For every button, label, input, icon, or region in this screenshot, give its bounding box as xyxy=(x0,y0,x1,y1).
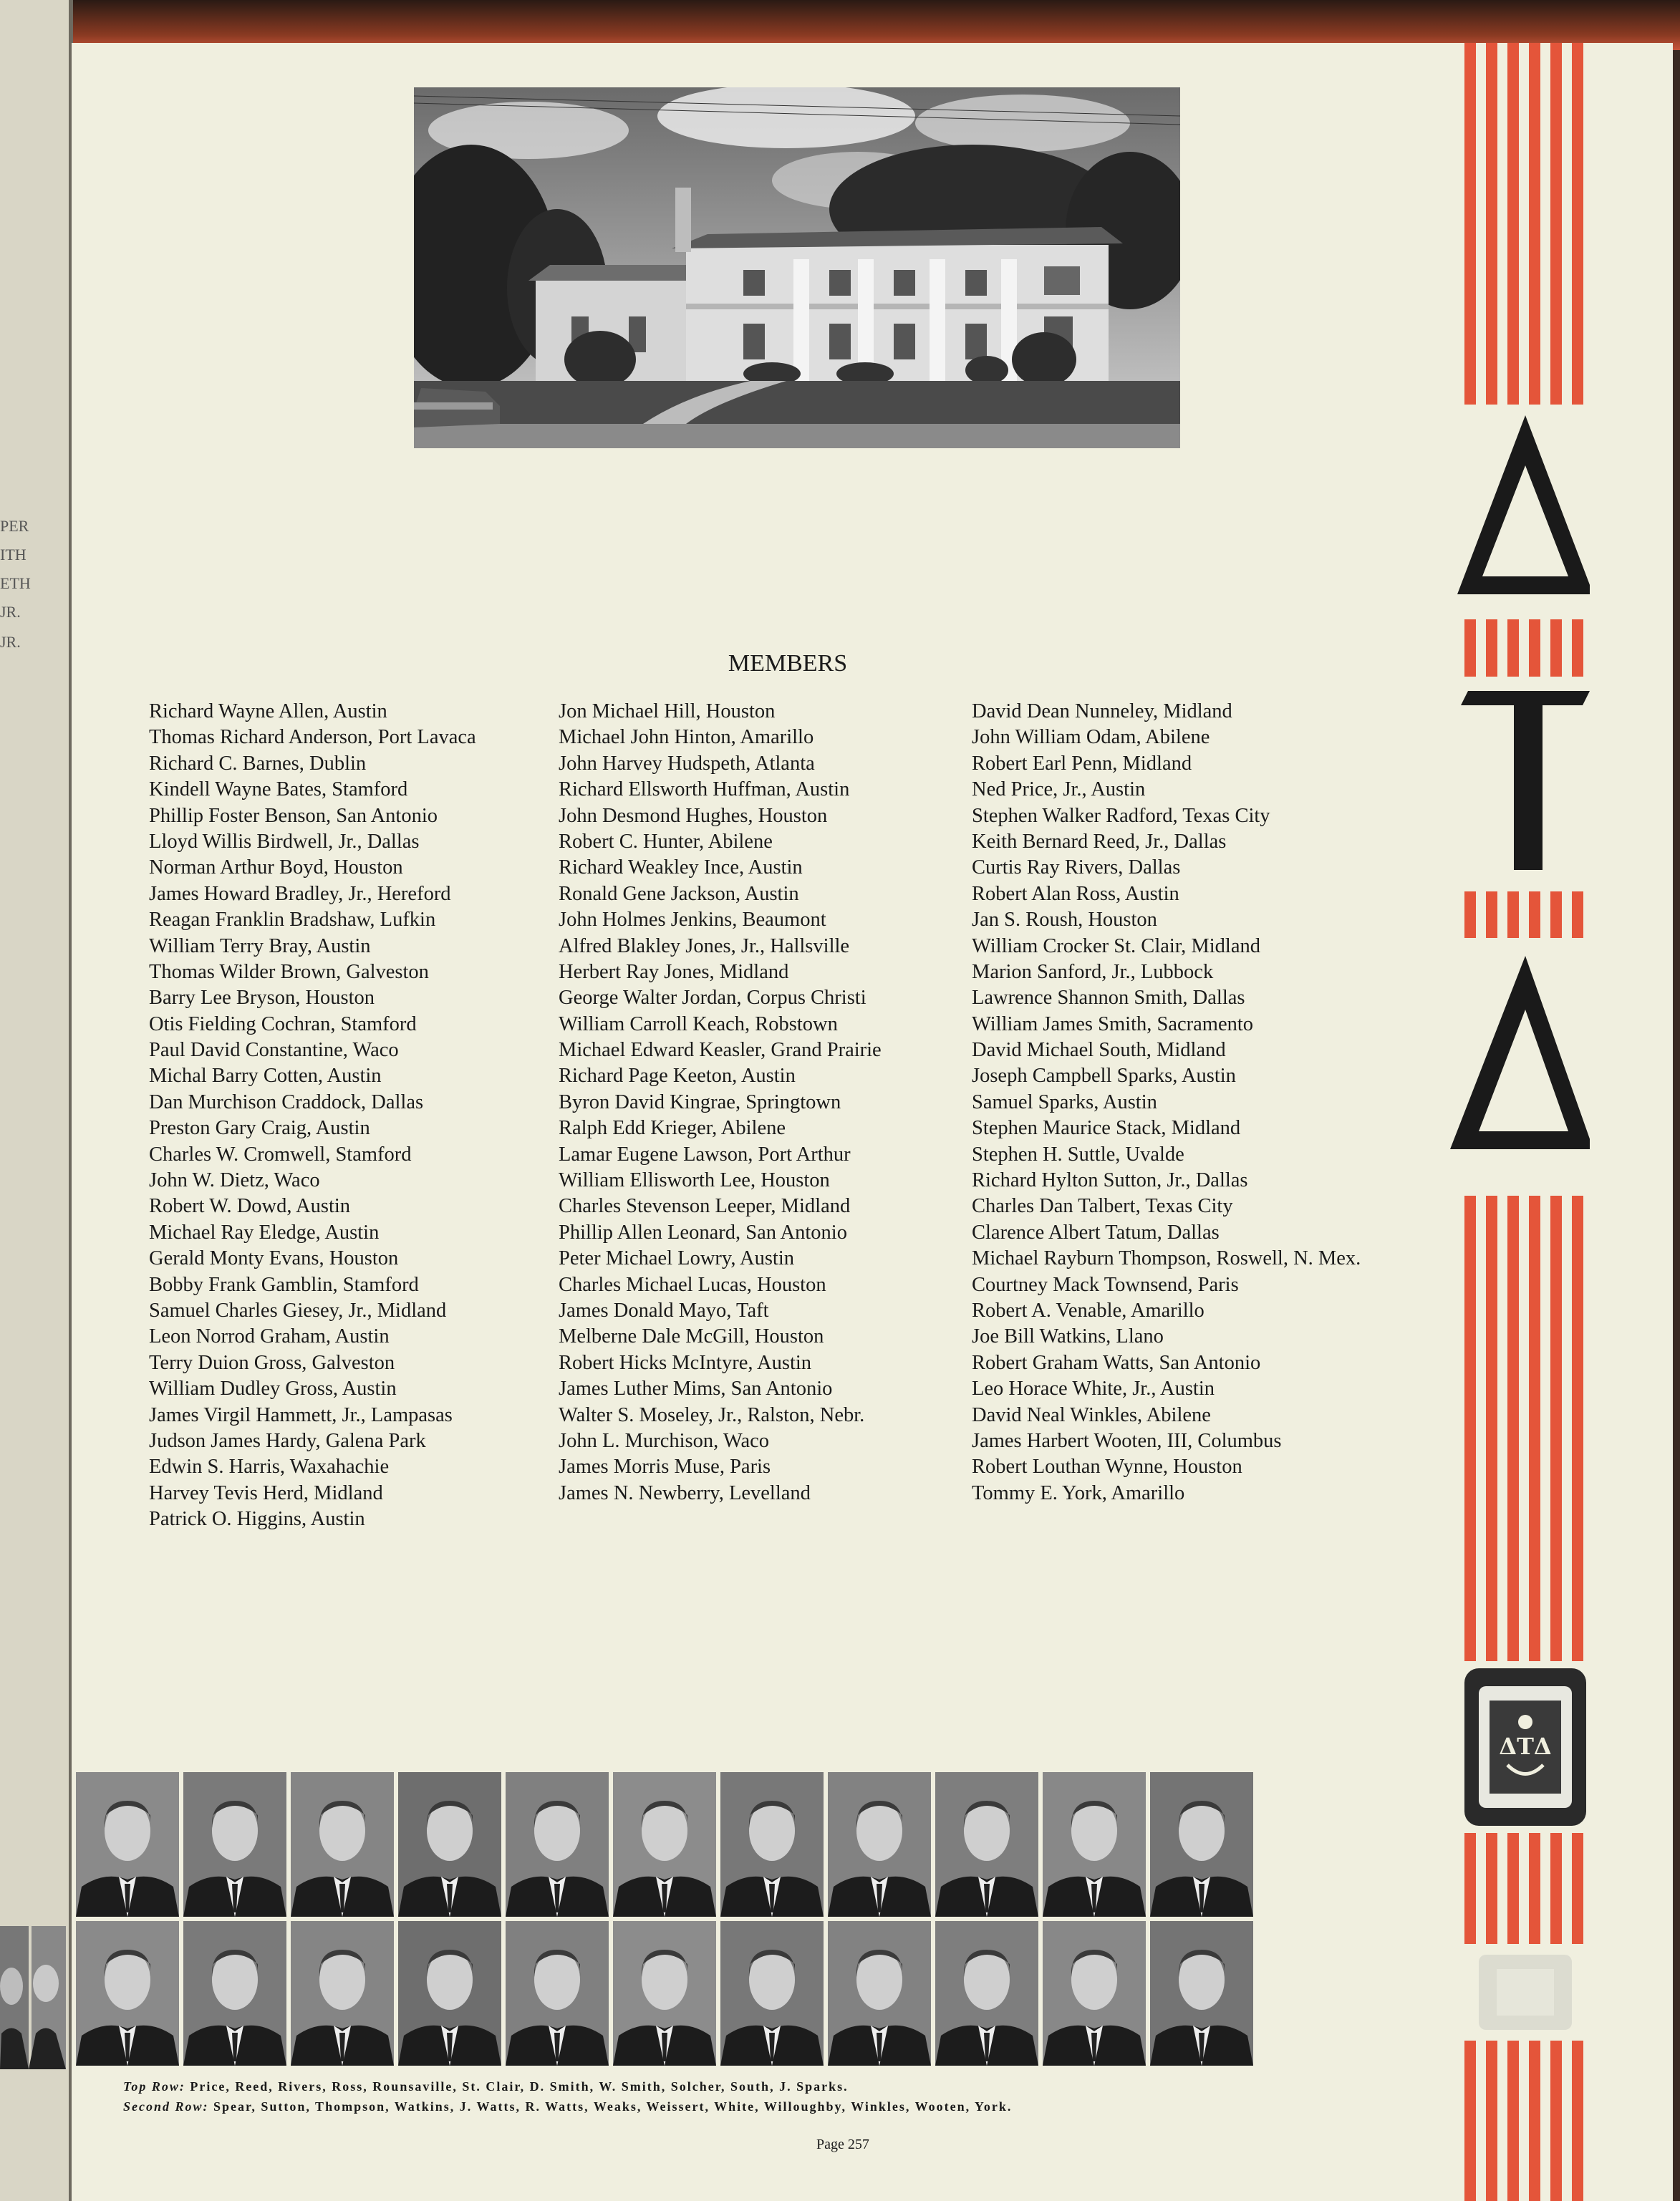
member-entry: David Dean Nunneley, Midland xyxy=(972,700,1232,722)
member-entry: Richard Ellsworth Huffman, Austin xyxy=(559,778,850,801)
members-column-2 xyxy=(559,699,882,1506)
member-entry: Paul David Constantine, Waco xyxy=(149,1039,399,1062)
member-entry: William Crocker St. Clair, Midland xyxy=(972,934,1260,957)
member-entry: Lloyd Willis Birdwell, Jr., Dallas xyxy=(149,830,420,853)
member-entry: Otis Fielding Cochran, Stamford xyxy=(149,1012,417,1035)
member-entry: Jon Michael Hill, Houston xyxy=(559,700,776,722)
member-entry: Michael Edward Keasler, Grand Prairie xyxy=(559,1039,882,1062)
facing-page-text: ITH xyxy=(0,546,26,563)
member-portrait xyxy=(935,1921,1038,2066)
faded-crest-icon xyxy=(1479,1955,1572,2030)
member-entry: Curtis Ray Rivers, Dallas xyxy=(972,856,1181,879)
page-number: Page 257 xyxy=(816,2137,869,2152)
member-entry: John W. Dietz, Waco xyxy=(149,1169,320,1192)
member-entry: Leo Horace White, Jr., Austin xyxy=(972,1378,1215,1401)
member-entry: William Ellisworth Lee, Houston xyxy=(559,1169,830,1192)
member-entry: Robert Louthan Wynne, Houston xyxy=(972,1456,1242,1479)
member-portrait xyxy=(828,1772,931,1917)
member-entry: Robert Graham Watts, San Antonio xyxy=(972,1351,1261,1374)
member-portrait xyxy=(1043,1921,1146,2066)
top-row-caption-names: Price, Reed, Rivers, Ross, Rounsaville, St. Clair, D. Smith, W. Smith, Solcher, South, J. Sparks. xyxy=(190,2079,849,2094)
member-portrait xyxy=(935,1772,1038,1917)
member-entry: Robert A. Venable, Amarillo xyxy=(972,1299,1205,1322)
member-entry: Keith Bernard Reed, Jr., Dallas xyxy=(972,830,1227,853)
member-entry: Courtney Mack Townsend, Paris xyxy=(972,1273,1239,1296)
member-portrait xyxy=(398,1772,501,1917)
member-entry: Walter S. Moseley, Jr., Ralston, Nebr. xyxy=(559,1403,865,1426)
member-entry: Lamar Eugene Lawson, Port Arthur xyxy=(559,1143,851,1166)
member-entry: Kindell Wayne Bates, Stamford xyxy=(149,778,408,801)
member-entry: William Dudley Gross, Austin xyxy=(149,1378,397,1401)
member-entry: Harvey Tevis Herd, Midland xyxy=(149,1481,383,1504)
facing-page-text: JR. xyxy=(0,603,21,621)
second-row-caption-names: Spear, Sutton, Thompson, Watkins, J. Watts, R. Watts, Weaks, Weissert, White, Willoughby, Winkles, Wooten, York. xyxy=(213,2099,1013,2114)
facing-page-edge xyxy=(0,0,73,2201)
member-entry: Samuel Charles Giesey, Jr., Midland xyxy=(149,1299,447,1322)
member-entry: John Desmond Hughes, Houston xyxy=(559,804,828,827)
member-entry: James N. Newberry, Levelland xyxy=(559,1481,811,1504)
member-portrait xyxy=(1150,1921,1253,2066)
member-entry: Leon Norrod Graham, Austin xyxy=(149,1325,390,1348)
member-entry: Charles Michael Lucas, Houston xyxy=(559,1273,826,1296)
member-entry: Jan S. Roush, Houston xyxy=(972,909,1157,932)
svg-text:ΔΤΔ: ΔΤΔ xyxy=(1499,1733,1552,1760)
member-entry: Patrick O. Higgins, Austin xyxy=(149,1508,365,1531)
member-entry: Robert Alan Ross, Austin xyxy=(972,882,1179,905)
member-entry: Samuel Sparks, Austin xyxy=(972,1090,1157,1113)
member-entry: Ralph Edd Krieger, Abilene xyxy=(559,1117,786,1140)
member-entry: Ronald Gene Jackson, Austin xyxy=(559,882,799,905)
member-portrait xyxy=(398,1921,501,2066)
member-portrait xyxy=(828,1921,931,2066)
member-entry: Barry Lee Bryson, Houston xyxy=(149,987,375,1010)
member-entry: Robert Earl Penn, Midland xyxy=(972,752,1192,775)
member-entry: Clarence Albert Tatum, Dallas xyxy=(972,1221,1220,1244)
facing-page-text: PER xyxy=(0,517,29,535)
facing-page-photos xyxy=(0,1926,66,2069)
member-portrait xyxy=(291,1772,394,1917)
member-entry: Robert Hicks McIntyre, Austin xyxy=(559,1351,812,1374)
member-entry: Alfred Blakley Jones, Jr., Hallsville xyxy=(559,934,850,957)
member-portrait xyxy=(506,1921,609,2066)
member-entry: Edwin S. Harris, Waxahachie xyxy=(149,1456,390,1479)
member-portrait xyxy=(291,1921,394,2066)
member-entry: Judson James Hardy, Galena Park xyxy=(149,1429,426,1452)
member-entry: Michael Rayburn Thompson, Roswell, N. Mex. xyxy=(972,1247,1361,1270)
member-entry: Thomas Wilder Brown, Galveston xyxy=(149,960,429,983)
member-entry: Stephen H. Suttle, Uvalde xyxy=(972,1143,1184,1166)
member-entry: Preston Gary Craig, Austin xyxy=(149,1117,370,1140)
member-entry: James Luther Mims, San Antonio xyxy=(559,1378,833,1401)
member-entry: Stephen Maurice Stack, Midland xyxy=(972,1117,1241,1140)
member-entry: William Terry Bray, Austin xyxy=(149,934,371,957)
member-portrait xyxy=(613,1772,716,1917)
member-entry: George Walter Jordan, Corpus Christi xyxy=(559,987,866,1010)
facing-page-text: JR. xyxy=(0,633,21,651)
second-row-caption xyxy=(123,2099,1012,2114)
member-entry: Richard Page Keeton, Austin xyxy=(559,1065,796,1088)
member-entry: Robert C. Hunter, Abilene xyxy=(559,830,773,853)
member-entry: James Donald Mayo, Taft xyxy=(559,1299,769,1322)
member-entry: Joe Bill Watkins, Llano xyxy=(972,1325,1164,1348)
member-entry: Ned Price, Jr., Austin xyxy=(972,778,1146,801)
member-entry: Charles Stevenson Leeper, Midland xyxy=(559,1195,851,1218)
member-entry: Gerald Monty Evans, Houston xyxy=(149,1247,399,1270)
member-entry: Melberne Dale McGill, Houston xyxy=(559,1325,824,1348)
member-entry: Robert W. Dowd, Austin xyxy=(149,1195,351,1218)
member-entry: Richard Wayne Allen, Austin xyxy=(149,700,387,722)
member-entry: Phillip Allen Leonard, San Antonio xyxy=(559,1221,847,1244)
top-row-caption xyxy=(123,2079,849,2094)
members-heading: MEMBERS xyxy=(728,650,848,677)
fraternity-letter-bar xyxy=(1447,43,1590,2201)
member-entry: Richard Hylton Sutton, Jr., Dallas xyxy=(972,1169,1248,1192)
member-portrait xyxy=(76,1921,179,2066)
member-portrait xyxy=(720,1772,824,1917)
member-portrait xyxy=(1043,1772,1146,1917)
member-entry: Terry Duion Gross, Galveston xyxy=(149,1351,395,1374)
member-entry: Thomas Richard Anderson, Port Lavaca xyxy=(149,726,476,749)
member-entry: James Howard Bradley, Jr., Hereford xyxy=(149,882,451,905)
top-row-caption-label: Top Row: xyxy=(123,2079,185,2094)
member-entry: Norman Arthur Boyd, Houston xyxy=(149,856,403,879)
member-entry: Charles Dan Talbert, Texas City xyxy=(972,1195,1233,1218)
member-portrait xyxy=(1150,1772,1253,1917)
member-entry: Joseph Campbell Sparks, Austin xyxy=(972,1065,1236,1088)
member-entry: James Virgil Hammett, Jr., Lampasas xyxy=(149,1403,453,1426)
member-entry: Byron David Kingrae, Springtown xyxy=(559,1090,841,1113)
member-entry: Peter Michael Lowry, Austin xyxy=(559,1247,795,1270)
member-entry: John L. Murchison, Waco xyxy=(559,1429,770,1452)
member-entry: John Harvey Hudspeth, Atlanta xyxy=(559,752,815,775)
member-entry: Phillip Foster Benson, San Antonio xyxy=(149,804,438,827)
member-entry: John Holmes Jenkins, Beaumont xyxy=(559,909,826,932)
member-entry: Richard Weakley Ince, Austin xyxy=(559,856,803,879)
member-portrait xyxy=(183,1772,286,1917)
chapter-house-photo xyxy=(414,87,1180,448)
member-entry: Tommy E. York, Amarillo xyxy=(972,1481,1185,1504)
fraternity-crest-icon xyxy=(1464,1668,1586,1826)
member-entry: William Carroll Keach, Robstown xyxy=(559,1012,838,1035)
member-entry: Michael Ray Eledge, Austin xyxy=(149,1221,380,1244)
member-entry: Richard C. Barnes, Dublin xyxy=(149,752,367,775)
member-entry: Michael John Hinton, Amarillo xyxy=(559,726,814,749)
member-entry: Charles W. Cromwell, Stamford xyxy=(149,1143,412,1166)
members-column-3 xyxy=(972,699,1361,1506)
member-entry: David Michael South, Midland xyxy=(972,1039,1226,1062)
member-entry: Marion Sanford, Jr., Lubbock xyxy=(972,960,1214,983)
members-column-1 xyxy=(149,699,476,1533)
member-entry: Michal Barry Cotten, Austin xyxy=(149,1065,382,1088)
second-row-caption-label: Second Row: xyxy=(123,2099,209,2114)
member-entry: Stephen Walker Radford, Texas City xyxy=(972,804,1270,827)
facing-page-text: ETH xyxy=(0,574,31,592)
member-entry: Reagan Franklin Bradshaw, Lufkin xyxy=(149,909,436,932)
member-entry: James Harbert Wooten, III, Columbus xyxy=(972,1429,1282,1452)
member-entry: William James Smith, Sacramento xyxy=(972,1012,1254,1035)
member-portrait xyxy=(76,1772,179,1917)
member-entry: Dan Murchison Craddock, Dallas xyxy=(149,1090,424,1113)
member-entry: Bobby Frank Gamblin, Stamford xyxy=(149,1273,419,1296)
member-portrait xyxy=(613,1921,716,2066)
member-entry: Herbert Ray Jones, Midland xyxy=(559,960,789,983)
member-portrait xyxy=(506,1772,609,1917)
member-portrait xyxy=(720,1921,824,2066)
member-entry: Lawrence Shannon Smith, Dallas xyxy=(972,987,1245,1010)
member-entry: John William Odam, Abilene xyxy=(972,726,1210,749)
member-portrait xyxy=(183,1921,286,2066)
member-entry: David Neal Winkles, Abilene xyxy=(972,1403,1211,1426)
member-entry: James Morris Muse, Paris xyxy=(559,1456,771,1479)
